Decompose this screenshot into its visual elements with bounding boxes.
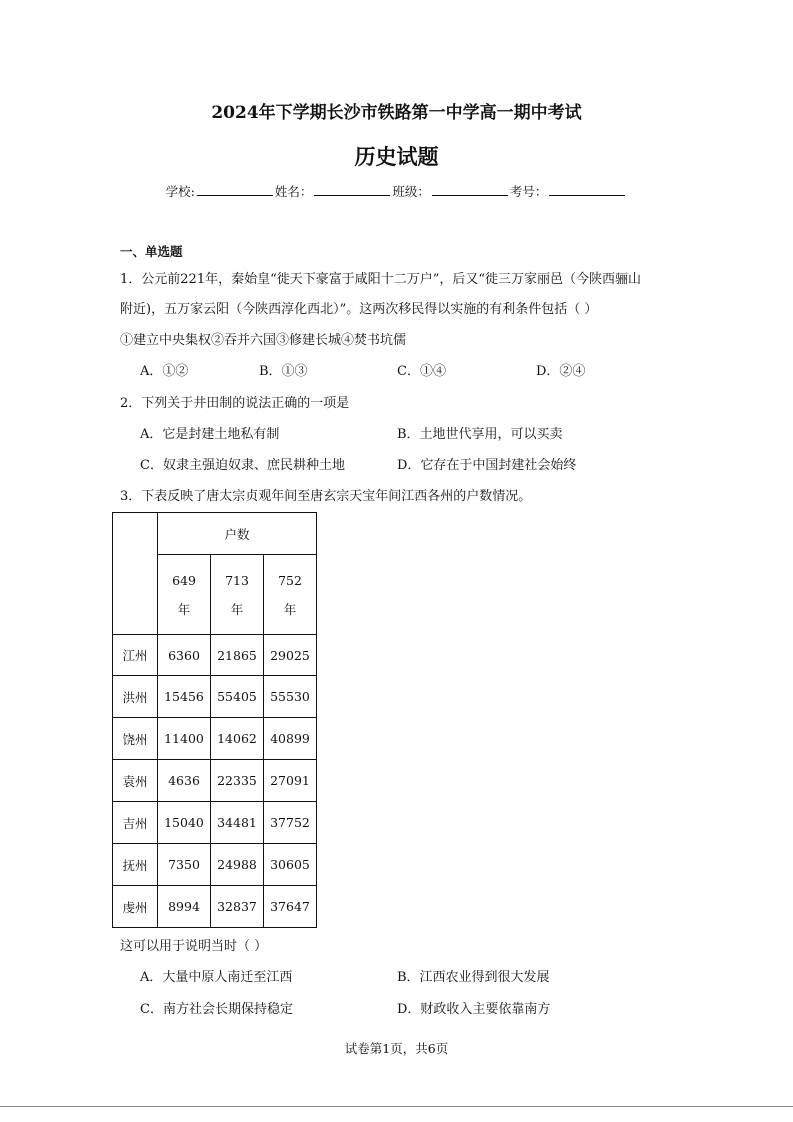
prefecture-name: 江州 (113, 635, 158, 676)
q3-option-c: C．南方社会长期保持稳定 (140, 1002, 293, 1017)
household-table (112, 512, 317, 928)
table-cell: 37647 (264, 886, 317, 928)
table-cell: 55530 (264, 676, 317, 718)
q3-option-b: B．江西农业得到很大发展 (397, 970, 550, 985)
prefecture-name: 饶州 (113, 718, 158, 760)
table-cell: 6360 (158, 635, 211, 676)
exam-title: 2024年下学期长沙市铁路第一中学高一期中考试 (211, 103, 582, 123)
table-cell: 55405 (211, 676, 264, 718)
prefecture-name: 袁州 (113, 760, 158, 802)
table-cell: 21865 (211, 635, 264, 676)
table-cell: 15040 (158, 802, 211, 844)
q2-option-c: C．奴隶主强迫奴隶、庶民耕种土地 (140, 458, 345, 473)
q2-option-a: A．它是封建土地私有制 (140, 427, 280, 442)
student-info-line (0, 182, 793, 200)
q1-line3: ①建立中央集权②吞并六国③修建长城④焚书坑儒 (120, 333, 407, 348)
prefecture-name: 抚州 (113, 844, 158, 886)
id-blank[interactable] (549, 185, 625, 196)
q1-line2: 附近)，五万家云阳（今陕西淳化西北）”。这两次移民得以实施的有利条件包括（ ） (120, 302, 598, 317)
table-cell: 34481 (211, 802, 264, 844)
table-cell: 11400 (158, 718, 211, 760)
subject-title: 历史试题 (354, 144, 439, 169)
table-cell: 4636 (158, 760, 211, 802)
prefecture-name: 虔州 (113, 886, 158, 928)
name-label: 姓名： (274, 184, 313, 199)
prefecture-name: 吉州 (113, 802, 158, 844)
table-group-header: 户数 (158, 513, 317, 555)
q2-option-d: D．它存在于中国封建社会始终 (397, 458, 577, 473)
q3-stem: 3．下表反映了唐太宗贞观年间至唐玄宗天宝年间江西各州的户数情况。 (120, 489, 532, 504)
q3-option-d: D．财政收入主要依靠南方 (397, 1002, 551, 1017)
q1-line1: 1．公元前221年，秦始皇“徙天下豪富于咸阳十二万户”，后又“徙三万家丽邑（今陕西骊山 (120, 272, 642, 287)
q3-after: 这可以用于说明当时（ ） (120, 939, 268, 954)
q1-option-c: C．①④ (397, 364, 446, 379)
table-cell: 37752 (264, 802, 317, 844)
table-cell: 22335 (211, 760, 264, 802)
q2-option-b: B．土地世代享用，可以买卖 (397, 427, 563, 442)
class-label: 班级： (392, 184, 430, 199)
table-cell: 7350 (158, 844, 211, 886)
bottom-rule (0, 1106, 793, 1107)
table-cell: 14062 (211, 718, 264, 760)
year-header: 649 年 (158, 555, 211, 635)
year-header: 713 年 (211, 555, 264, 635)
q2-stem: 2．下列关于井田制的说法正确的一项是 (120, 396, 350, 411)
table-cell: 32837 (211, 886, 264, 928)
q3-option-a: A．大量中原人南迁至江西 (140, 970, 293, 985)
name-blank[interactable] (314, 185, 390, 196)
table-cell: 24988 (211, 844, 264, 886)
page-footer: 试卷第1页，共6页 (344, 1041, 449, 1056)
id-label: 考号： (509, 184, 548, 199)
table-corner-cell (113, 513, 158, 635)
section-title: 一、单选题 (120, 244, 183, 259)
q1-option-a: A．①② (140, 364, 189, 379)
table-cell: 27091 (264, 760, 317, 802)
table-cell: 29025 (264, 635, 317, 676)
q1-option-d: D．②④ (536, 364, 586, 379)
table-cell: 15456 (158, 676, 211, 718)
year-header: 752 年 (264, 555, 317, 635)
school-label: 学校: (165, 184, 195, 199)
prefecture-name: 洪州 (113, 676, 158, 718)
table-cell: 40899 (264, 718, 317, 760)
table-cell: 8994 (158, 886, 211, 928)
school-blank[interactable] (197, 185, 273, 196)
class-blank[interactable] (432, 185, 508, 196)
q1-option-b: B．①③ (259, 364, 308, 379)
table-cell: 30605 (264, 844, 317, 886)
